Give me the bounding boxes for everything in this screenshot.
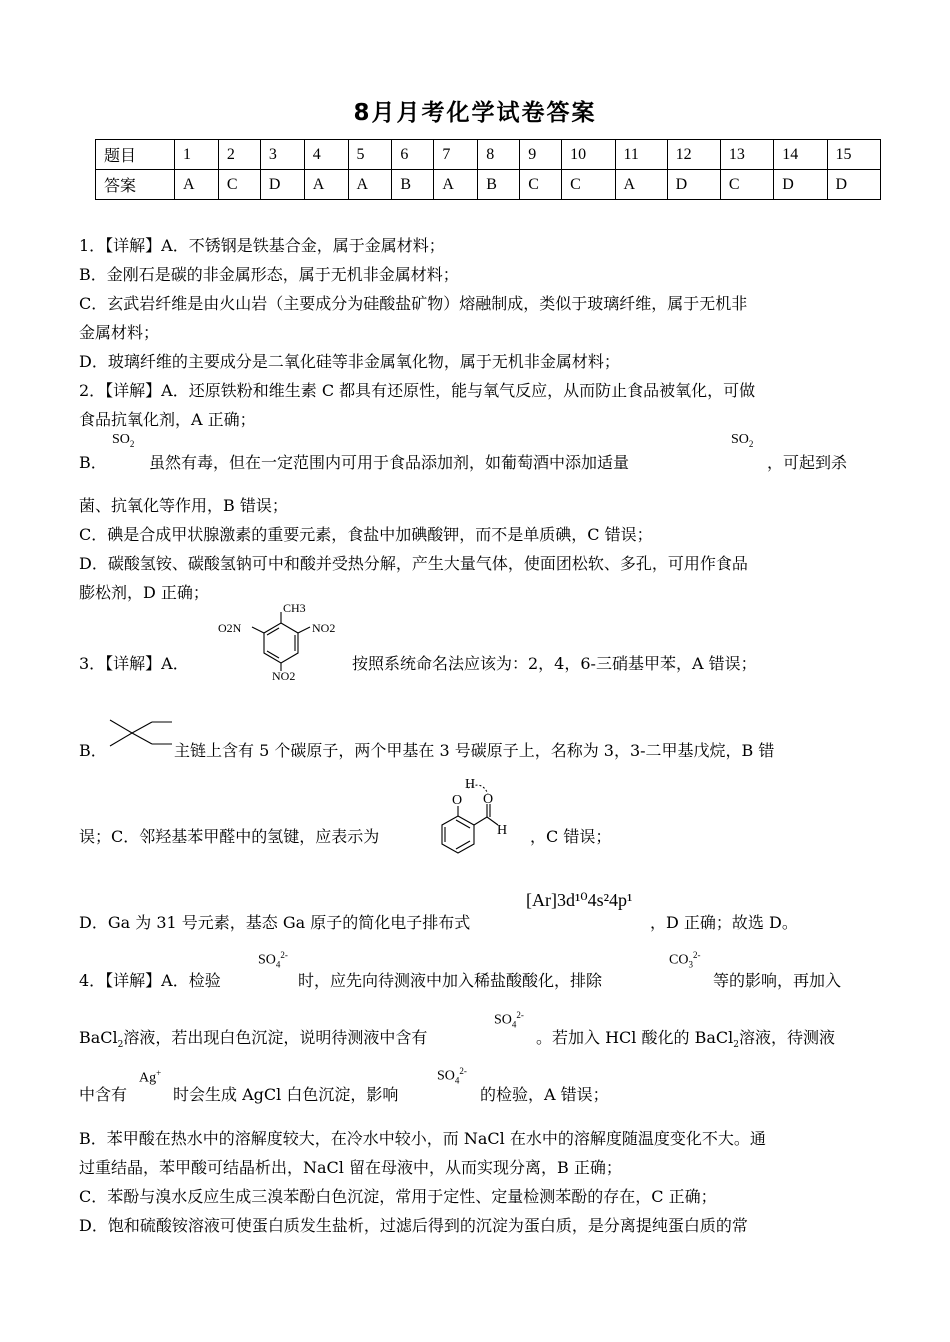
- text-line: ，可起到杀: [767, 453, 848, 472]
- table-cell: C: [520, 170, 562, 200]
- table-cell: D: [774, 170, 827, 200]
- text-line: C．苯酚与溴水反应生成三溴苯酚白色沉淀，常用于定性、定量检测苯酚的存在，C 正确；: [79, 1187, 717, 1206]
- text-line: 误；C．邻羟基苯甲醛中的氢键，应表示为: [79, 827, 380, 846]
- text-line: 2．【详解】A．还原铁粉和维生素 C 都具有还原性，能与氧气反应，从而防止食品被氧化，可做: [79, 381, 756, 400]
- table-cell: D: [827, 170, 880, 200]
- table-cell: B: [392, 170, 434, 200]
- text-line: B．苯甲酸在热水中的溶解度较大，在冷水中较小，而 NaCl 在水中的溶解度随温度变化不大。通: [79, 1129, 766, 1148]
- text-line: 。若加入 HCl 酸化的 BaCl$_2$溶液，待测液: [536, 1028, 835, 1051]
- text-line: 菌、抗氧化等作用，B 错误；: [79, 496, 288, 515]
- text-line: D．玻璃纤维的主要成分是二氧化硅等非金属氧化物，属于无机非金属材料；: [79, 352, 620, 371]
- table-cell: 12: [667, 140, 720, 170]
- salicylaldehyde-hbond-structure: [440, 774, 530, 860]
- trinitrotoluene-structure: [212, 600, 352, 682]
- text-line: 时会生成 AgCl 白色沉淀，影响: [173, 1085, 399, 1104]
- table-cell: A: [615, 170, 667, 200]
- aldehyde-h-label: H: [497, 823, 508, 838]
- row-label-question: 题目: [96, 140, 175, 170]
- text-line: B．金刚石是碳的非金属形态，属于无机非金属材料；: [79, 265, 459, 284]
- table-cell: 6: [392, 140, 434, 170]
- text-line: 虽然有毒，但在一定范围内可用于食品添加剂，如葡萄酒中添加适量: [149, 453, 630, 472]
- table-cell: C: [218, 170, 260, 200]
- table-cell: 11: [615, 140, 667, 170]
- nitro-label-bottom: NO2: [272, 669, 296, 682]
- text-line: D．饱和硫酸铵溶液可使蛋白质发生盐析，过滤后得到的沉淀为蛋白质，是分离提纯蛋白质的常: [79, 1216, 748, 1235]
- text-line: D．Ga 为 31 号元素，基态 Ga 原子的简化电子排布式: [79, 913, 471, 932]
- text-line: C．玄武岩纤维是由火山岩（主要成分为硅酸盐矿物）熔融制成，类似于玻璃纤维，属于无机非: [79, 294, 748, 313]
- table-cell: 4: [304, 140, 348, 170]
- text-line: B．: [79, 453, 107, 472]
- text-line: C．碘是合成甲状腺激素的重要元素，食盐中加碘酸钾，而不是单质碘，C 错误；: [79, 525, 653, 544]
- text-line: BaCl$_2$溶液，若出现白色沉淀，说明待测液中含有: [79, 1028, 428, 1051]
- aldehyde-o-label: O: [483, 792, 494, 807]
- table-cell: 8: [478, 140, 520, 170]
- table-row-numbers: [96, 140, 881, 170]
- text-line: 过重结晶，苯甲酸可结晶析出，NaCl 留在母液中，从而实现分离，B 正确；: [79, 1158, 622, 1177]
- table-cell: 2: [218, 140, 260, 170]
- table-cell: C: [562, 170, 615, 200]
- so2-formula: $SO_2$: [731, 432, 754, 449]
- so2-formula: $SO_2$: [112, 432, 135, 449]
- table-cell: A: [175, 170, 219, 200]
- electron-configuration: [Ar]3d¹⁰4s²4p¹: [526, 890, 633, 910]
- table-cell: 5: [348, 140, 392, 170]
- table-cell: A: [434, 170, 478, 200]
- silver-ion-formula: Ag+: [139, 1068, 162, 1086]
- table-cell: 7: [434, 140, 478, 170]
- table-cell: 10: [562, 140, 615, 170]
- table-cell: 1: [175, 140, 219, 170]
- table-cell: B: [478, 170, 520, 200]
- answer-table: [95, 139, 881, 200]
- hydroxyl-o-label: O: [452, 793, 463, 808]
- text-line: B．: [79, 741, 107, 760]
- text-line: 按照系统命名法应该为：2，4，6-三硝基甲苯，A 错误；: [352, 654, 757, 673]
- text-line: 4．【详解】A．检验: [79, 971, 221, 990]
- table-cell: 9: [520, 140, 562, 170]
- text-line: 主链上含有 5 个碳原子，两个甲基在 3 号碳原子上，名称为 3，3-二甲基戊烷，B 错: [174, 741, 775, 760]
- table-cell: 14: [774, 140, 827, 170]
- table-cell: D: [667, 170, 720, 200]
- table-cell: 15: [827, 140, 880, 170]
- text-line: ，D 正确；故选 D。: [650, 913, 798, 932]
- sulfate-formula: $SO_4^{2-}$: [258, 950, 288, 970]
- text-line: 1．【详解】A．不锈钢是铁基合金，属于金属材料；: [79, 236, 445, 255]
- text-line: 的检验，A 错误；: [480, 1085, 609, 1104]
- text-line: ，C 错误；: [530, 827, 612, 846]
- row-label-answer: 答案: [96, 170, 175, 200]
- table-cell: A: [304, 170, 348, 200]
- table-cell: 13: [720, 140, 773, 170]
- text-line: 金属材料；: [79, 323, 160, 342]
- text-line: 等的影响，再加入: [713, 971, 842, 990]
- text-line: D．碳酸氢铵、碳酸氢钠可中和酸并受热分解，产生大量气体，使面团松软、多孔，可用作食品: [79, 554, 748, 573]
- table-cell: D: [260, 170, 304, 200]
- nitro-label-left: O2N: [218, 621, 242, 635]
- nitro-label-right: NO2: [312, 621, 336, 635]
- sulfate-formula: $SO_4^{2-}$: [437, 1066, 467, 1086]
- text-line: 3．【详解】A．: [79, 654, 189, 673]
- table-cell: 3: [260, 140, 304, 170]
- text-line: 膨松剂，D 正确；: [79, 583, 209, 602]
- text-line: 食品抗氧化剂，A 正确；: [79, 410, 256, 429]
- text-line: 时，应先向待测液中加入稀盐酸酸化，排除: [298, 971, 603, 990]
- dimethylpentane-skeletal-structure: [108, 718, 174, 748]
- methyl-label: CH3: [283, 601, 306, 615]
- table-row-answers: [96, 170, 881, 200]
- page-title: 8月月考化学试卷答案: [353, 100, 597, 126]
- hydroxyl-h-label: H: [465, 777, 476, 792]
- table-cell: C: [720, 170, 773, 200]
- sulfate-formula: $SO_4^{2-}$: [494, 1010, 524, 1030]
- table-cell: A: [348, 170, 392, 200]
- carbonate-formula: $CO_3^{2-}$: [669, 950, 701, 970]
- text-line: 中含有: [79, 1085, 128, 1104]
